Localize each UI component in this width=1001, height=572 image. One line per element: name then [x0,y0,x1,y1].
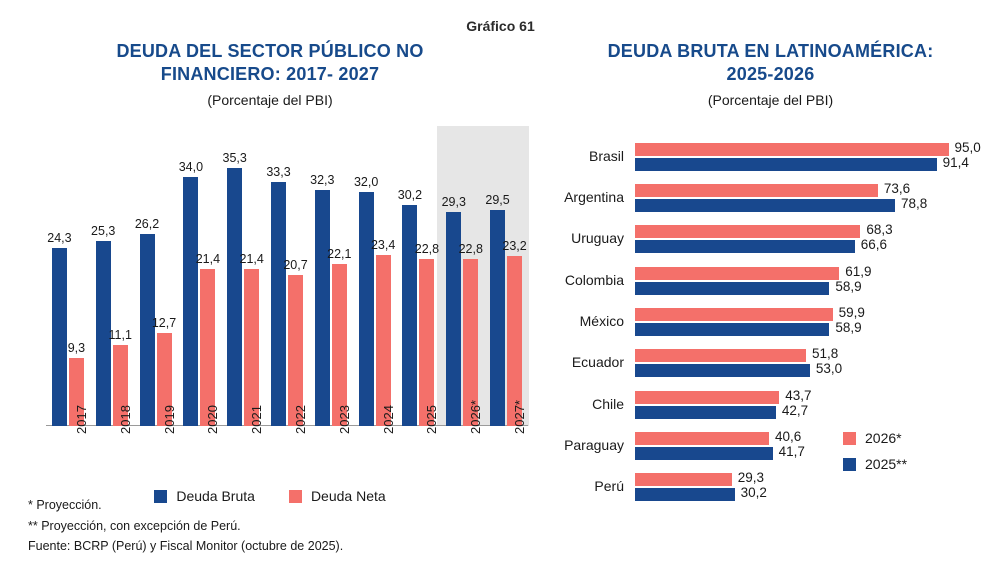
legend-item-2025 [843,456,907,472]
x-axis-label-2019: 2019 [161,405,177,434]
legend-swatch-icon-2025 [843,458,856,471]
right-chart-legend [843,430,907,482]
x-axis-label-2021: 2021 [249,405,265,434]
x-axis-label-2018: 2018 [117,405,133,434]
hbar-value-label: 51,8 [811,346,839,362]
hbar-brasil-2025 [635,158,937,171]
hbar-colombia-2025 [635,282,829,295]
hbar-value-label: 29,3 [737,470,764,486]
bar-value-label: 29,3 [441,194,466,209]
left-chart-panel [0,40,540,560]
x-axis-label-2024: 2024 [380,405,396,434]
legend-label-2025: 2025** [865,456,908,472]
bar-value-label: 29,5 [485,193,510,208]
left-chart-plot [46,126,528,434]
x-axis-label-2026: 2026* [468,400,484,434]
hbar-value-label: 91,4 [942,154,969,170]
right-chart-subtitle: (Porcentaje del PBI) [707,92,834,109]
hbar-chile-2026 [635,391,779,404]
bar-value-label: 24,3 [47,231,72,246]
hbar-value-label: 61,9 [845,263,872,279]
hbar-per-2026 [635,473,732,486]
category-label-argentina: Argentina [564,189,624,205]
hbar-value-label: 59,9 [838,305,865,320]
legend-label-deuda-neta: Deuda Neta [310,488,386,504]
category-label-paraguay: Paraguay [564,437,624,453]
footnote-1: * Proyección. [28,498,102,512]
category-label-mxico: México [579,313,624,329]
bar-value-label: 23,4 [370,237,396,252]
hbar-value-label: 40,6 [774,429,802,444]
hbar-uruguay-2026 [635,225,860,238]
category-label-colombia: Colombia [564,271,624,288]
hbar-colombia-2026 [635,267,839,280]
bar-2020-neta [200,269,215,426]
bar-value-label: 30,2 [397,188,423,203]
hbar-value-label: 78,8 [901,196,928,211]
left-title-line1: DEUDA DEL SECTOR PÚBLICO NO [116,41,424,61]
left-chart-subtitle: (Porcentaje del PBI) [207,92,333,109]
hbar-chile-2025 [635,406,776,419]
bar-2023-neta [332,264,347,426]
bar-2022-neta [288,275,303,426]
hbar-paraguay-2026 [635,432,769,445]
figure-number: Gráfico 61 [466,18,535,34]
right-chart-plot [564,136,981,508]
right-title-line2: 2025-2026 [726,64,815,85]
hbar-value-label: 58,9 [835,278,862,294]
bar-2023-bruta [315,190,330,426]
bar-value-label: 11,1 [108,327,132,342]
x-axis-label-2017: 2017 [73,405,89,434]
x-axis-label-2025: 2025 [424,405,440,434]
hbar-value-label: 73,6 [883,181,911,196]
right-chart-panel [540,40,1001,560]
bar-2019-bruta [140,234,155,426]
right-chart-title [540,40,1001,86]
bar-value-label: 23,2 [502,239,527,254]
legend-swatch-icon-2026 [843,432,856,445]
x-axis-label-2023: 2023 [336,405,352,434]
bar-2022-bruta [271,182,286,426]
category-label-chile: Chile [592,395,624,412]
bar-2024-neta [376,255,391,426]
bar-value-label: 25,3 [91,223,116,238]
bar-2024-bruta [359,192,374,426]
category-label-uruguay: Uruguay [571,230,624,247]
hbar-per-2025 [635,488,735,501]
bar-value-label: 26,2 [134,217,160,232]
x-axis-label-2027: 2027* [512,400,528,434]
hbar-value-label: 66,6 [860,237,888,253]
hbar-brasil-2026 [635,143,949,156]
x-axis-label-2022: 2022 [293,405,308,434]
bar-value-label: 21,4 [239,252,264,267]
bar-2020-bruta [183,177,198,426]
hbar-argentina-2026 [635,184,878,197]
bar-value-label: 21,4 [195,252,221,267]
bar-value-label: 22,8 [458,242,483,257]
hbar-value-label: 95,0 [954,139,981,155]
hbar-ecuador-2025 [635,364,810,377]
hbar-value-label: 30,2 [740,485,767,501]
bar-value-label: 34,0 [178,160,204,175]
footnotes [28,495,548,557]
left-title-line2: FINANCIERO: 2017- 2027 [160,64,380,85]
footnote-2: ** Proyección, con excepción de Perú. [28,518,241,533]
hbar-mxico-2025 [635,323,829,336]
legend-label-deuda-bruta: Deuda Bruta [176,488,255,504]
category-label-brasil: Brasil [588,147,624,164]
legend-item-2026 [843,430,907,446]
hbar-value-label: 42,7 [781,402,809,418]
hbar-value-label: 68,3 [866,222,893,238]
bar-value-label: 35,3 [222,150,247,165]
bar-2025-bruta [402,205,417,426]
footnote-source: Fuente: BCRP (Perú) y Fiscal Monitor (octubre de 2025). [28,539,344,554]
bar-value-label: 22,8 [414,242,440,257]
bar-value-label: 32,0 [353,174,379,189]
hbar-value-label: 58,9 [835,320,862,335]
hbar-value-label: 53,0 [815,361,843,377]
bar-value-label: 33,3 [266,165,291,180]
bar-value-label: 20,7 [283,257,308,272]
hbar-uruguay-2025 [635,240,855,253]
hbar-value-label: 43,7 [785,387,812,403]
x-axis-label-2020: 2020 [205,405,221,434]
bar-value-label: 9,3 [67,340,86,355]
hbar-argentina-2025 [635,199,895,212]
bar-2021-neta [244,269,259,426]
hbar-ecuador-2026 [635,349,806,362]
bar-2021-bruta [227,168,242,426]
right-title-line1: DEUDA BRUTA EN LATINOAMÉRICA: [607,41,934,61]
hbar-paraguay-2025 [635,447,773,460]
category-label-ecuador: Ecuador [571,354,624,371]
hbar-value-label: 41,7 [778,444,805,459]
bar-value-label: 32,3 [310,172,335,187]
category-label-per: Perú [594,478,624,495]
bar-value-label: 22,1 [327,247,352,262]
bar-value-label: 12,7 [151,316,177,331]
bar-2017-bruta [52,248,67,426]
legend-label-2026: 2026* [865,430,902,446]
left-chart-title [0,40,540,86]
bar-2025-neta [419,259,434,426]
hbar-mxico-2026 [635,308,833,321]
